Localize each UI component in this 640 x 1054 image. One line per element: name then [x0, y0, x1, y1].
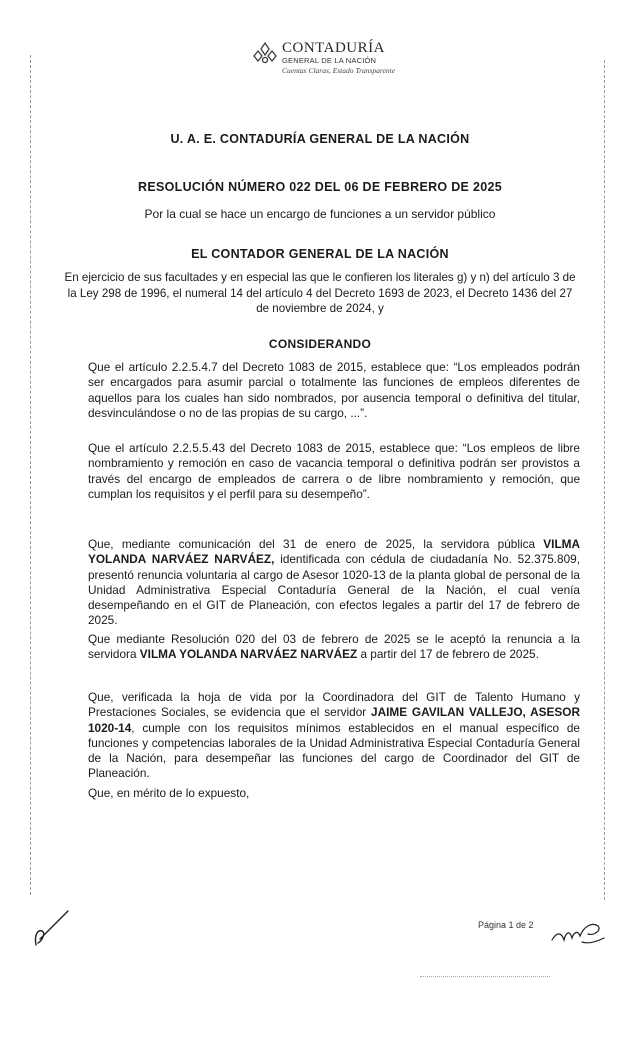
org-subtitle: GENERAL DE LA NACIÓN	[282, 56, 377, 65]
handwritten-signature	[548, 912, 608, 952]
considerando-paragraph-1: Que el artículo 2.2.5.4.7 del Decreto 1083 de 2015, establece que: “Los empleados podrán ser encargados para asumir parcial o totalmente las funciones de empleos diferentes de aquellos para los cuales han sido nombrados, por ausencia temporal o definitiva del titular, desvinculándose o no de las propias de su cargo, ...”.	[88, 360, 580, 420]
letterhead	[252, 40, 402, 80]
resolution-subject: Por la cual se hace un encargo de funciones a un servidor público	[144, 207, 496, 221]
org-name: CONTADURÍA	[282, 40, 385, 56]
paragraph-text: Que mediante Resolución 020 del 03 de febrero de 2025 se le aceptó la renuncia a la servidora	[88, 632, 580, 662]
paragraph-text: a partir del 17 de febrero de 2025.	[357, 647, 539, 662]
servant-name: JAIME GAVILAN VALLEJO, ASESOR 1020-14	[88, 705, 580, 735]
servant-name: VILMA YOLANDA NARVÁEZ NARVÁEZ	[139, 647, 358, 662]
paragraph-text: , cumple con los requisitos mínimos establecidos en el manual específico de funciones y competencias laborales de la Unidad Administrativa Especial Contaduría General de la Nación, para desempeñar las funciones del cargo de Coordinador del GIT de Planeación.	[88, 720, 580, 781]
resolution-title: RESOLUCIÓN NÚMERO 022 DEL 06 DE FEBRERO DE 2025	[138, 180, 502, 194]
page-number: Página 1 de 2	[478, 920, 534, 930]
considerando-paragraph-3	[88, 537, 580, 629]
org-slogan: Cuentas Claras, Estado Transparente	[282, 66, 396, 75]
scan-edge-right	[604, 60, 605, 900]
entity-heading: U. A. E. CONTADURÍA GENERAL DE LA NACIÓN	[170, 132, 470, 146]
considerando-paragraph-5	[88, 690, 580, 782]
considerando-paragraph-6: Que, en mérito de lo expuesto,	[88, 786, 250, 800]
authority-heading: EL CONTADOR GENERAL DE LA NACIÓN	[191, 247, 449, 261]
considerando-paragraph-4	[88, 632, 580, 663]
contaduria-emblem-icon	[252, 40, 278, 66]
servant-name: VILMA YOLANDA NARVÁEZ NARVÁEZ,	[88, 537, 580, 567]
considerando-heading: CONSIDERANDO	[268, 337, 372, 351]
handwritten-initial	[30, 905, 74, 949]
scan-edge-left	[30, 55, 31, 895]
paragraph-text: identificada con cédula de ciudadanía No. 52.375.809, presentó renuncia voluntaria al cargo de Asesor 1020-13 de la planta global de personal de la Unidad Administrativa Especial Contaduría General de la Nación, el cual venía desempeñando en el GIT de Planeación, con efectos legales a partir del 17 de febrero de 2025.	[88, 552, 580, 628]
considerando-paragraph-2: Que el artículo 2.2.5.5.43 del Decreto 1083 de 2015, establece que: “Los empleos de libre nombramiento y remoción en caso de vacancia temporal o definitiva podrán ser provistos a través del encargo de empleados de carrera o de libre nombramiento y remoción, que cumplan los requisitos y el perfil para su desempeño”.	[88, 441, 580, 501]
footer-dotted-line	[420, 976, 550, 977]
paragraph-text: Que, verificada la hoja de vida por la Coordinadora del GIT de Talento Humano y Prestaciones Sociales, se evidencia que el servidor	[88, 690, 580, 720]
powers-paragraph: En ejercicio de sus facultades y en especial las que le confieren los literales g) y n) del artículo 3 de la Ley 298 de 1996, el numeral 14 del artículo 4 del Decreto 1693 de 2023, el Decreto 1436 del 27 de noviembre de 2024, y	[64, 271, 576, 315]
paragraph-text: Que, mediante comunicación del 31 de enero de 2025, la servidora pública	[88, 537, 544, 551]
